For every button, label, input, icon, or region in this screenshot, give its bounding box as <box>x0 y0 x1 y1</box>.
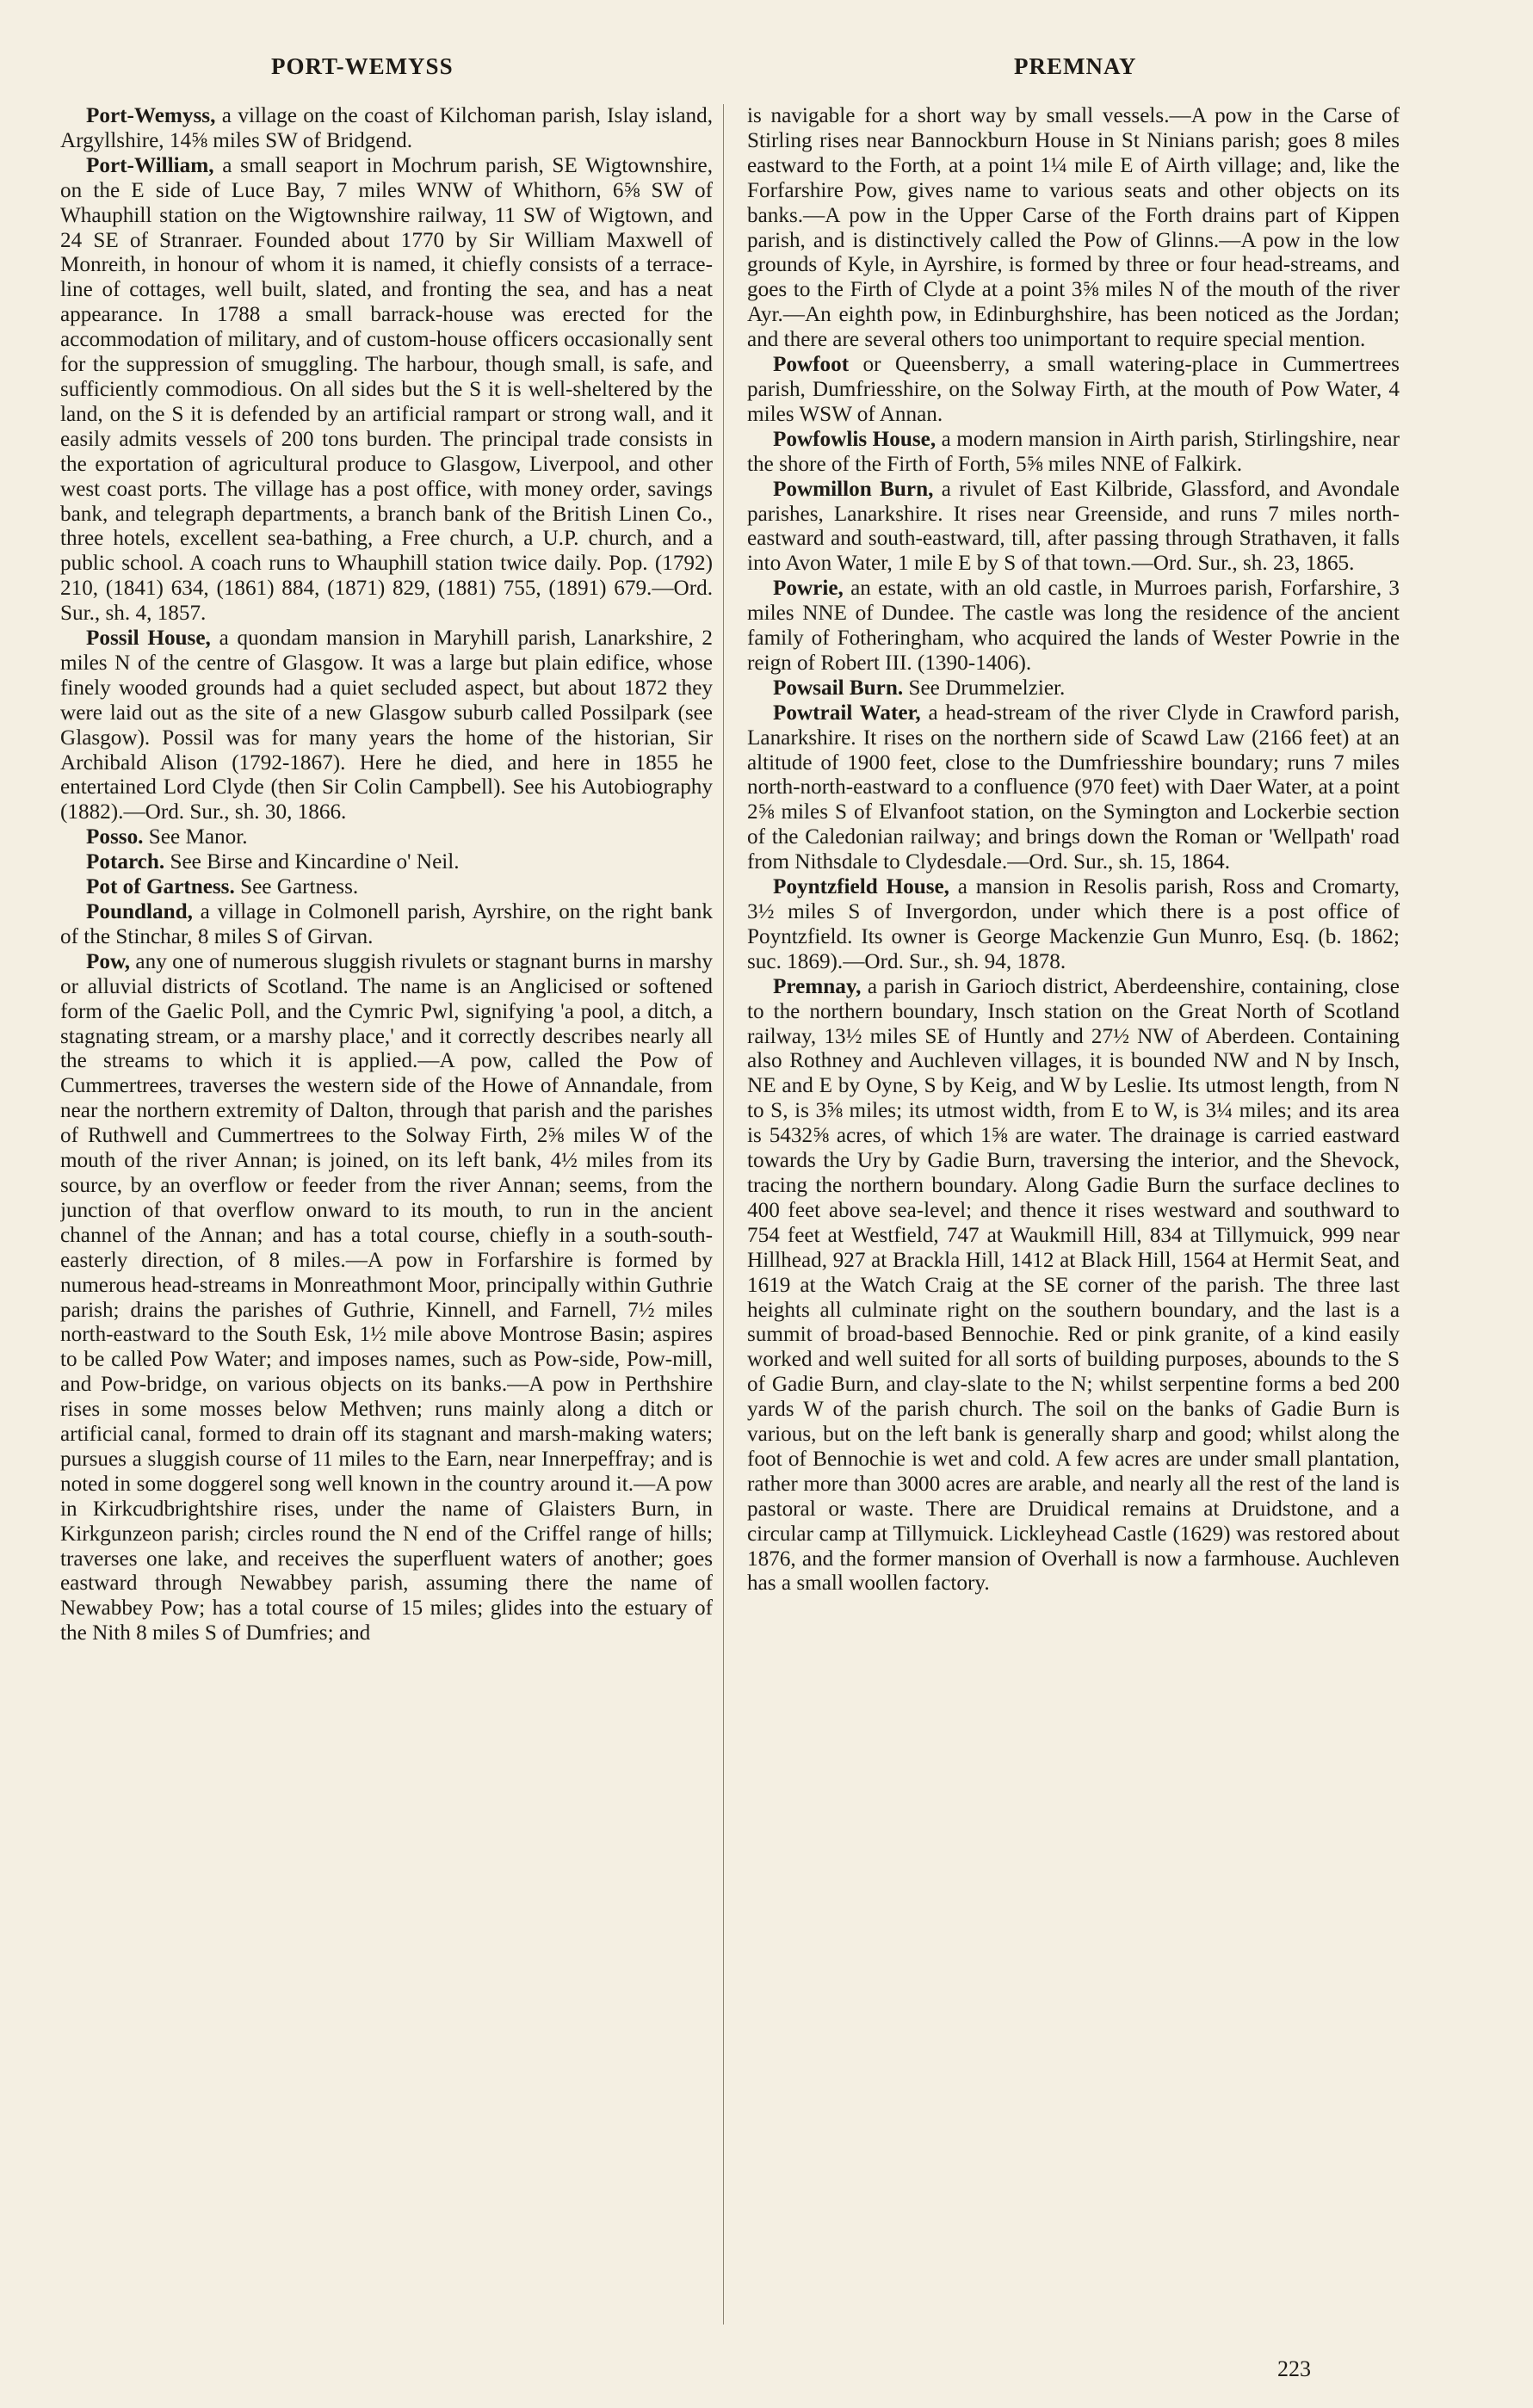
entry-text: is navigable for a short way by small vessels.—A pow in the Carse of Stirling rises near Bannockburn House in St Ninians parish; goes 8 miles eastward to the Forth, at a point 1¼ mile E of Airth village; and, like the Forfarshire Pow, gives name to various seats and other objects on its banks.—A pow in the Upper Carse of the Forth drains part of Kippen parish, and is distinctively called the Pow of Glinns.—A pow in the low grounds of Kyle, in Ayrshire, is formed by three or four head-streams, and goes to the Firth of Clyde at a point 3⅝ miles N of the mouth of the river Ayr.—An eighth pow, in Edinburghshire, has been noticed as the Jordan; and there are several others too unimportant to require special mention. <box>747 104 1400 352</box>
entry-headword: Powmillon Burn, <box>773 477 934 501</box>
page-number: 223 <box>1277 2356 1311 2381</box>
entry-text: a parish in Garioch district, Aberdeenshire, containing, close to the northern boundary, Insch station on the Great North of Scotland railway, 13½ miles SE of Huntly and 27½ NW of Aberdeen. Containing also Rothney and Auchleven villages, it is bounded NW and N by Insch, NE and E by Oyne, S by Keig, and W by Leslie. Its utmost length, from N to S, is 3⅝ miles; its utmost width, from E to W, is 3¼ miles; and its area is 5432⅝ acres, of which 1⅝ are water. The drainage is carried eastward towards the Ury by Gadie Burn, traversing the interior, and the Shevock, tracing the northern boundary. Along Gadie Burn the surface declines to 400 feet above sea-level; and thence it rises westward and southward to 754 feet at Westfield, 747 at Waukmill Hill, 834 at Tillymuick, 999 near Hillhead, 927 at Brackla Hill, 1412 at Black Hill, 1564 at Hermit Seat, and 1619 at the Watch Craig at the SE corner of the parish. The three last heights all culminate right on the southern boundary, and the last is a summit of broad-based Bennochie. Red or pink granite, of a kind easily worked and well suited for all sorts of building purposes, abounds to the S of Gadie Burn, and clay-slate to the N; whilst serpentine forms a bed 200 yards W of the parish church. The soil on the banks of Gadie Burn is various, but on the left bank is generally sharp and good; whilst along the foot of Bennochie is wet and cold. A few acres are under small plantation, rather more than 3000 acres are arable, and nearly all the rest of the land is pastoral or waste. There are Druidical remains at Druidstone, and a circular camp at Tillymuick. Lickleyhead Castle (1629) was restored about 1876, and the former mansion of Overhall is now a farmhouse. Auchleven has a small woollen factory. <box>747 974 1400 1596</box>
gazetteer-entry <box>60 875 713 900</box>
entry-headword: Posso. <box>86 825 144 849</box>
entry-headword: Powrie, <box>773 577 844 601</box>
entry-headword: Possil House, <box>86 627 211 651</box>
gazetteer-entry <box>747 975 1400 1597</box>
entry-headword: Powfoot <box>773 353 850 377</box>
entry-headword: Pow, <box>86 949 131 973</box>
running-head-left: PORT-WEMYSS <box>271 53 454 79</box>
entry-text: a modern mansion in Airth parish, Stirlingshire, near the shore of the Firth of Forth, 5⅝ miles NNE of Falkirk. <box>747 427 1400 476</box>
right-column <box>747 104 1400 2359</box>
entry-headword: Premnay, <box>773 974 862 998</box>
gazetteer-entry <box>60 104 713 154</box>
gazetteer-entry <box>747 478 1400 577</box>
gazetteer-entry <box>60 950 713 1646</box>
entry-text: an estate, with an old castle, in Murroes parish, Forfarshire, 3 miles NNE of Dundee. The castle was long the residence of the ancient family of Fotheringham, who acquired the lands of Wester Powrie in the reign of Robert III. (1390-1406). <box>747 577 1400 675</box>
entry-text: a mansion in Resolis parish, Ross and Cromarty, 3½ miles S of Invergordon, under which there is a post office of Poyntzfield. Its owner is George Mackenzie Gun Munro, Esq. (b. 1862; suc. 1869).—Ord. Sur., sh. 94, 1878. <box>747 875 1400 973</box>
entry-headword: Potarch. <box>86 850 165 874</box>
column-divider <box>723 104 724 2325</box>
entry-headword: Poundland, <box>86 900 193 923</box>
entry-text: See Gartness. <box>234 875 359 899</box>
entry-headword: Poyntzfield House, <box>773 875 949 899</box>
gazetteer-entry <box>747 428 1400 478</box>
entry-headword: Pot of Gartness. <box>86 875 235 899</box>
entry-text: a quondam mansion in Maryhill parish, Lanarkshire, 2 miles N of the centre of Glasgow. It was a large but plain edifice, whose finely wooded grounds had a quiet secluded aspect, but about 1872 they were laid out as the site of a new Glasgow suburb called Possilpark (see Glasgow). Possil was for many years the home of the historian, Sir Archibald Alison (1792-1867). Here he died, and here in 1855 he entertained Lord Clyde (then Sir Colin Campbell). See his Autobiography (1882).—Ord. Sur., sh. 30, 1866. <box>60 627 713 824</box>
gazetteer-entry <box>747 701 1400 875</box>
gazetteer-entry <box>60 850 713 875</box>
entry-headword: Powsail Burn. <box>773 676 904 700</box>
left-column <box>60 104 713 2359</box>
entry-text: any one of numerous sluggish rivulets or stagnant burns in marshy or alluvial districts of Scotland. The name is an Anglicised or softened form of the Gaelic Poll, and the Cymric Pwl, signifying 'a pool, a ditch, a stagnating stream, or a marshy place,' and it correctly describes nearly all the streams to which it is applied.—A pow, called the Pow of Cummertrees, traverses the western side of the Howe of Annandale, from near the northern extremity of Dalton, through that parish and the parishes of Ruthwell and Cummertrees to the Solway Firth, 2⅝ miles W of the mouth of the river Annan; is joined, on its left bank, 4½ miles from its source, by an overflow or feeder from the river Annan; seems, from the junction of that overflow onward to its mouth, to run in the ancient channel of the Annan; and has a total course, chiefly in a south-south-easterly direction, of 8 miles.—A pow in Forfarshire is formed by numerous head-streams in Monreathmont Moor, principally within Guthrie parish; drains the parishes of Guthrie, Kinnell, and Farnell, 7½ miles north-eastward to the South Esk, 1½ mile above Montrose Basin; aspires to be called Pow Water; and imposes names, such as Pow-side, Pow-mill, and Pow-bridge, on various objects on its banks.—A pow in Perthshire rises in some mosses below Methven; runs mainly along a ditch or artificial canal, formed to drain off its stagnant and marsh-making waters; pursues a sluggish course of 11 miles to the Earn, near Innerpeffray; and is noted in some doggerel song well known in the country around it.—A pow in Kirkcudbrightshire rises, under the name of Glaisters Burn, in Kirkgunzeon parish; circles round the N end of the Criffel range of hills; traverses one lake, and receives the superfluent waters of another; goes eastward through Newabbey parish, assuming there the name of Newabbey Pow; has a total course of 15 miles; glides into the estuary of the Nith 8 miles S of Dumfries; and <box>60 949 713 1645</box>
entry-text: See Drummelzier. <box>903 676 1066 700</box>
entry-text: a village on the coast of Kilchoman parish, Islay island, Argyllshire, 14⅝ miles SW of Bridgend. <box>60 104 713 152</box>
running-head-right: PREMNAY <box>1014 53 1137 79</box>
running-head <box>60 53 1472 91</box>
gazetteer-entry <box>747 676 1400 701</box>
entry-text: or Queensberry, a small watering-place in Cummertrees parish, Dumfriesshire, on the Solway Firth, at the mouth of Pow Water, 4 miles WSW of Annan. <box>747 353 1400 426</box>
entry-text: See Birse and Kincardine o' Neil. <box>164 850 460 874</box>
entry-text: a small seaport in Mochrum parish, SE Wigtownshire, on the E side of Luce Bay, 7 miles WNW of Whithorn, 6⅝ SW of Whauphill station on the Wigtownshire railway, 11 SW of Wigtown, and 24 SE of Stranraer. Founded about 1770 by Sir William Maxwell of Monreith, in honour of whom it is named, it chiefly consists of a terrace-line of cottages, well built, slated, and fronting the sea, and has a neat appearance. In 1788 a small barrack-house was erected for the accommodation of military, and of custom-house officers occasionally sent for the suppression of smuggling. The harbour, though small, is safe, and sufficiently commodious. On all sides but the S it is well-sheltered by the land, on the S it is defended by an artificial rampart or strong wall, and it easily admits vessels of 200 tons burden. The principal trade consists in the exportation of agricultural produce to Glasgow, Liverpool, and other west coast ports. The village has a post office, with money order, savings bank, and telegraph departments, a branch bank of the British Linen Co., three hotels, excellent sea-bathing, a Free church, a U.P. church, and a public school. A coach runs to Whauphill station twice daily. Pop. (1792) 210, (1841) 634, (1861) 884, (1871) 829, (1881) 755, (1891) 679.—Ord. Sur., sh. 4, 1857. <box>60 153 713 626</box>
entry-headword: Port-William, <box>86 153 214 177</box>
gazetteer-entry <box>747 875 1400 975</box>
entry-headword: Powfowlis House, <box>773 427 936 451</box>
gazetteer-entry <box>747 577 1400 676</box>
entry-headword: Powtrail Water, <box>773 701 921 725</box>
entry-headword: Port-Wemyss, <box>86 104 216 127</box>
entry-text: a village in Colmonell parish, Ayrshire, on the right bank of the Stinchar, 8 miles S of Girvan. <box>60 900 713 948</box>
gazetteer-entry <box>60 900 713 950</box>
entry-text: See Manor. <box>143 825 248 849</box>
gazetteer-entry <box>747 104 1400 353</box>
gazetteer-entry <box>60 825 713 850</box>
entry-text: a head-stream of the river Clyde in Crawford parish, Lanarkshire. It rises on the northern side of Scawd Law (2166 feet) at an altitude of 1900 feet, close to the Dumfriesshire boundary; runs 7 miles north-north-eastward to a confluence (970 feet) with Daer Water, at a point 2⅝ miles S of Elvanfoot station, on the Symington and Lockerbie section of the Caledonian railway; and brings down the Roman or 'Wellpath' road from Nithsdale to Clydesdale.—Ord. Sur., sh. 15, 1864. <box>747 701 1400 874</box>
entry-text: a rivulet of East Kilbride, Glassford, and Avondale parishes, Lanarkshire. It rises near Greenside, and runs 7 miles north-eastward and south-eastward, till, after passing through Strathaven, it falls into Avon Water, 1 mile E by S of that town.—Ord. Sur., sh. 23, 1865. <box>747 477 1400 576</box>
gazetteer-entry <box>60 154 713 627</box>
gazetteer-entry <box>60 627 713 825</box>
gazetteer-entry <box>747 353 1400 428</box>
